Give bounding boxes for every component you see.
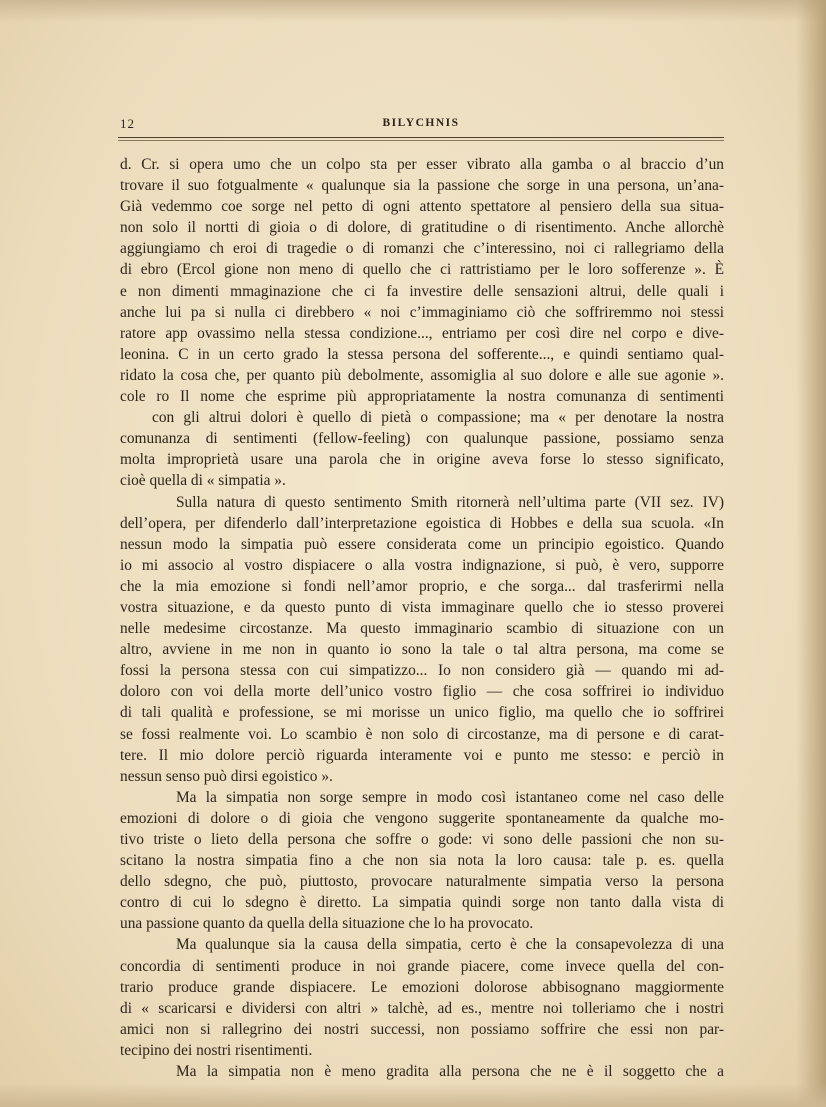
text-line: io mi associo al vostro dispiacere o alla vostra indignazione, si può, è vero, supporre xyxy=(120,556,724,574)
text-line: molta improprietà usare una parola che in origine aveva forse lo stesso significato, xyxy=(120,451,724,469)
text-line: ratore app ovassimo nella stessa condizione..., entriamo per così dire nel corpo e dive- xyxy=(120,324,724,342)
text-line: con gli altrui dolori è quello di pietà o compassione; ma « per denotare la nostra xyxy=(152,409,724,427)
text-line: nessun senso può dirsi egoistico ». xyxy=(120,767,333,785)
text-line: aggiungiamo ch eroi di tragedie o di romanzi che c’interessino, noi ci rallegriamo della xyxy=(120,240,724,258)
running-head: BILYCHNIS xyxy=(382,117,460,129)
text-line: di ebro (Ercol gione non meno di quello che ci rattristiamo per le loro sofferenze ». È xyxy=(120,261,724,279)
text-line: tecipino dei nostri risentimenti. xyxy=(120,1041,313,1059)
text-line: Ma la simpatia non sorge sempre in modo così istantaneo come nel caso delle xyxy=(176,788,724,806)
text-line: scitano la nostra simpatia fino a che non sia nota la loro causa: tale p. es. quella xyxy=(120,852,724,870)
text-line: Ma la simpatia non è meno gradita alla persona che ne è il soggetto che a xyxy=(176,1063,724,1081)
text-line: anche lui pa si nulla ci direbbero « noi c’immaginiamo ciò che soffriremmo noi stessi xyxy=(120,303,724,321)
text-line: Già vedemmo coe sorge nel petto di ogni attento spettatore al pensiero della sua situa- xyxy=(120,198,724,216)
text-line: d. Cr. si opera umo che un colpo sta per esser vibrato alla gamba o al braccio d’un xyxy=(120,156,724,173)
text-line: ridato la cosa che, per quanto più debolmente, assomiglia al suo dolore e alle sue agonie ». xyxy=(120,366,724,384)
text-line: dello sdegno, che può, piuttosto, provocare naturalmente simpatia verso la persona xyxy=(120,873,724,891)
text-line: fossi la persona stessa con cui simpatizzo... Io non considero già — quando mi ad- xyxy=(120,662,724,680)
text-line: Sulla natura di questo sentimento Smith ritornerà nell’ultima parte (VII sez. IV) xyxy=(176,493,724,511)
text-line: tere. Il mio dolore perciò riguarda interamente voi e punto me stesso: e perciò in xyxy=(120,746,724,764)
text-line: Ma qualunque sia la causa della simpatia, certo è che la consapevolezza di una xyxy=(176,936,724,954)
paper-right-edge xyxy=(796,0,826,1107)
text-line: se fossi realmente voi. Lo scambio è non solo di circostanze, ma di persone e di carat- xyxy=(120,725,724,743)
text-line: cioè quella di « simpatia ». xyxy=(120,472,286,490)
text-line: doloro con voi della morte dell’unico vostro figlio — che cosa soffrirei io individuo xyxy=(120,683,724,701)
text-line: trovare il suo fotgualmente « qualunque sia la passione che sorge in una persona, un’ana- xyxy=(120,177,724,195)
text-line: contro di cui lo sdegno è diretto. La simpatia quindi sorge non tanto dalla vista di xyxy=(120,894,724,912)
page-number: 12 xyxy=(120,116,135,131)
text-line: comunanza di sentimenti (fellow-feeling) con qualunque passione, possiamo senza xyxy=(120,430,724,448)
text-line: di « scaricarsi e dividersi con altri » talchè, ad es., mentre noi tolleriamo che i nostri xyxy=(120,999,724,1017)
text-line: cole ro Il nome che esprime più appropriatamente la nostra comunanza di sentimenti xyxy=(120,388,724,406)
header-rule-secondary xyxy=(118,140,724,141)
text-line: non solo il nortti di gioia o di dolore, di gratitudine o di risentimento. Anche allorchè xyxy=(120,219,724,237)
text-line: leonina. C in un certo grado la stessa persona del sofferente..., e quindi sentiamo qual- xyxy=(120,345,724,363)
header-rule xyxy=(118,137,724,138)
paper-top-edge xyxy=(0,0,826,22)
text-line: vostra situazione, e da questo punto di vista immaginare quello che io stesso proverei xyxy=(120,598,724,616)
text-line: di tali qualità e professione, se mi morisse un unico figlio, ma quello che io soffrirei xyxy=(120,704,724,722)
text-line: tivo triste o lieto della persona che soffre o gode: vi sono delle passioni che non su- xyxy=(120,831,724,848)
text-line: dell’opera, per difenderlo dall’interpretazione egoistica di Hobbes e della sua scuola. «In xyxy=(120,514,724,532)
text-line: nessun modo la simpatia può essere considerata come un principio egoistico. Quando xyxy=(120,535,724,553)
text-line: concordia di sentimenti produce in noi grande piacere, come invece quella del con- xyxy=(120,957,724,975)
text-line: emozioni di dolore o di gioia che vengono suggerite spontaneamente da qualche mo- xyxy=(120,809,724,827)
text-line: una passione quanto da quella della situazione che lo ha provocato. xyxy=(120,915,534,933)
text-line: altro, avviene in me non in quanto io sono la tale o tal altra persona, ma come se xyxy=(120,641,724,659)
text-line: trario produce grande dispiacere. Le emozioni dolorose abbisognano maggiormente xyxy=(120,978,724,996)
page-header xyxy=(120,116,722,134)
paper-bottom-edge xyxy=(0,1083,826,1107)
text-line: amici non si rallegrino dei nostri successi, non possiamo soffrire che essi non par- xyxy=(120,1020,724,1038)
text-line: che la mia emozione si fondi nell’amor proprio, e che sorga... dal trasferirmi nella xyxy=(120,577,724,595)
body-text xyxy=(120,154,724,1082)
text-line: e non dimenti mmaginazione che ci fa investire delle sensazioni altrui, delle quali i xyxy=(120,282,724,300)
text-line: nelle medesime circostanze. Ma questo immaginario scambio di situazione con un xyxy=(120,620,724,638)
